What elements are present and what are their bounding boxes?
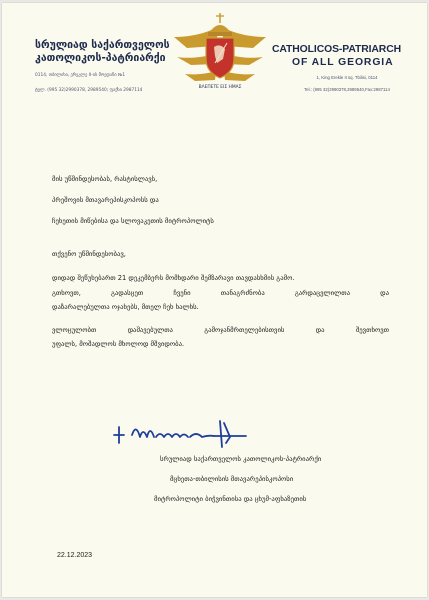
letterhead-left bbox=[35, 39, 175, 94]
letter-date: 22.12.2023 bbox=[57, 552, 93, 559]
greeting: თქვენო უწმინდესობავ, bbox=[52, 250, 126, 258]
right-address-line2: Tel.: (995 32)2990378,2989540,Fax:2987114 bbox=[304, 87, 390, 92]
emblem-motto: ΒΛΕΠΕΤΕ ΕΙΣ ΗΜΑΣ bbox=[198, 85, 242, 90]
left-address-line2: ტელ. (995 32)2990378, 2989540; ფაქსი 2987114 bbox=[35, 88, 143, 93]
letterhead-right bbox=[272, 44, 422, 93]
addressee-line2: პრეშოვის მთავარეპისკოპოსს და bbox=[52, 196, 159, 204]
addressee-line3: ჩეხეთის მიწებისა და სლოვაკეთის მიტროპოლიტს bbox=[52, 217, 214, 225]
signatory-line3: მიტროპოლიტი ბიჭვინთისა და ცხუმ-აფხაზეთის bbox=[154, 495, 307, 503]
left-title-line2: კათოლიკოს-პატრიარქი bbox=[35, 52, 166, 64]
letter-page bbox=[2, 3, 427, 597]
handwritten-signature-icon bbox=[110, 413, 252, 453]
paragraph2-line2: უფალს, მოშადლოს მხოლოდ მშვიდობა. bbox=[52, 340, 185, 348]
signatory-line1: სრულიად საქართველოს კათოლიკოს-პატრიარქი bbox=[160, 455, 322, 463]
paragraph2-line1: ვლოცულობთ დაშავებულთა გამოჯანმრთელებისთვის და შევთხოვთ bbox=[52, 326, 389, 334]
patriarchate-emblem-icon bbox=[171, 11, 269, 111]
paragraph1-line2: გთხოვთ, გადასცეთ ჩვენი თანაგრძნობა გარდაცვლილთა და bbox=[52, 289, 389, 297]
left-address-line1: 0114, თბილისი, ერეკლე II-ის მოედანი №1 bbox=[35, 73, 126, 78]
right-title-line2: OF ALL GEORGIA bbox=[292, 57, 394, 68]
paragraph1-line1: დიდად შეწუხებართ 21 დეკემბერს მომხდარი შემზარავი თავდასხმის გამო. bbox=[52, 274, 295, 282]
addressee-line1: მის უწმინდესობას, რასტისლავს, bbox=[52, 175, 158, 183]
right-address-line1: 1, King Erekle II sq. Tbilisi, 0114 bbox=[316, 75, 378, 80]
right-title-line1: CATHOLICOS-PATRIARCH bbox=[272, 44, 402, 55]
signatory-line2: მცხეთა-თბილისის მთავარეპისკოპოსი bbox=[170, 475, 294, 483]
left-title-line1: სრულიად საქართველოს bbox=[35, 39, 170, 51]
paragraph1-line3: დაზარალებულთა ოჯახებს, მთელ ჩეხ ხალხს. bbox=[52, 303, 199, 311]
